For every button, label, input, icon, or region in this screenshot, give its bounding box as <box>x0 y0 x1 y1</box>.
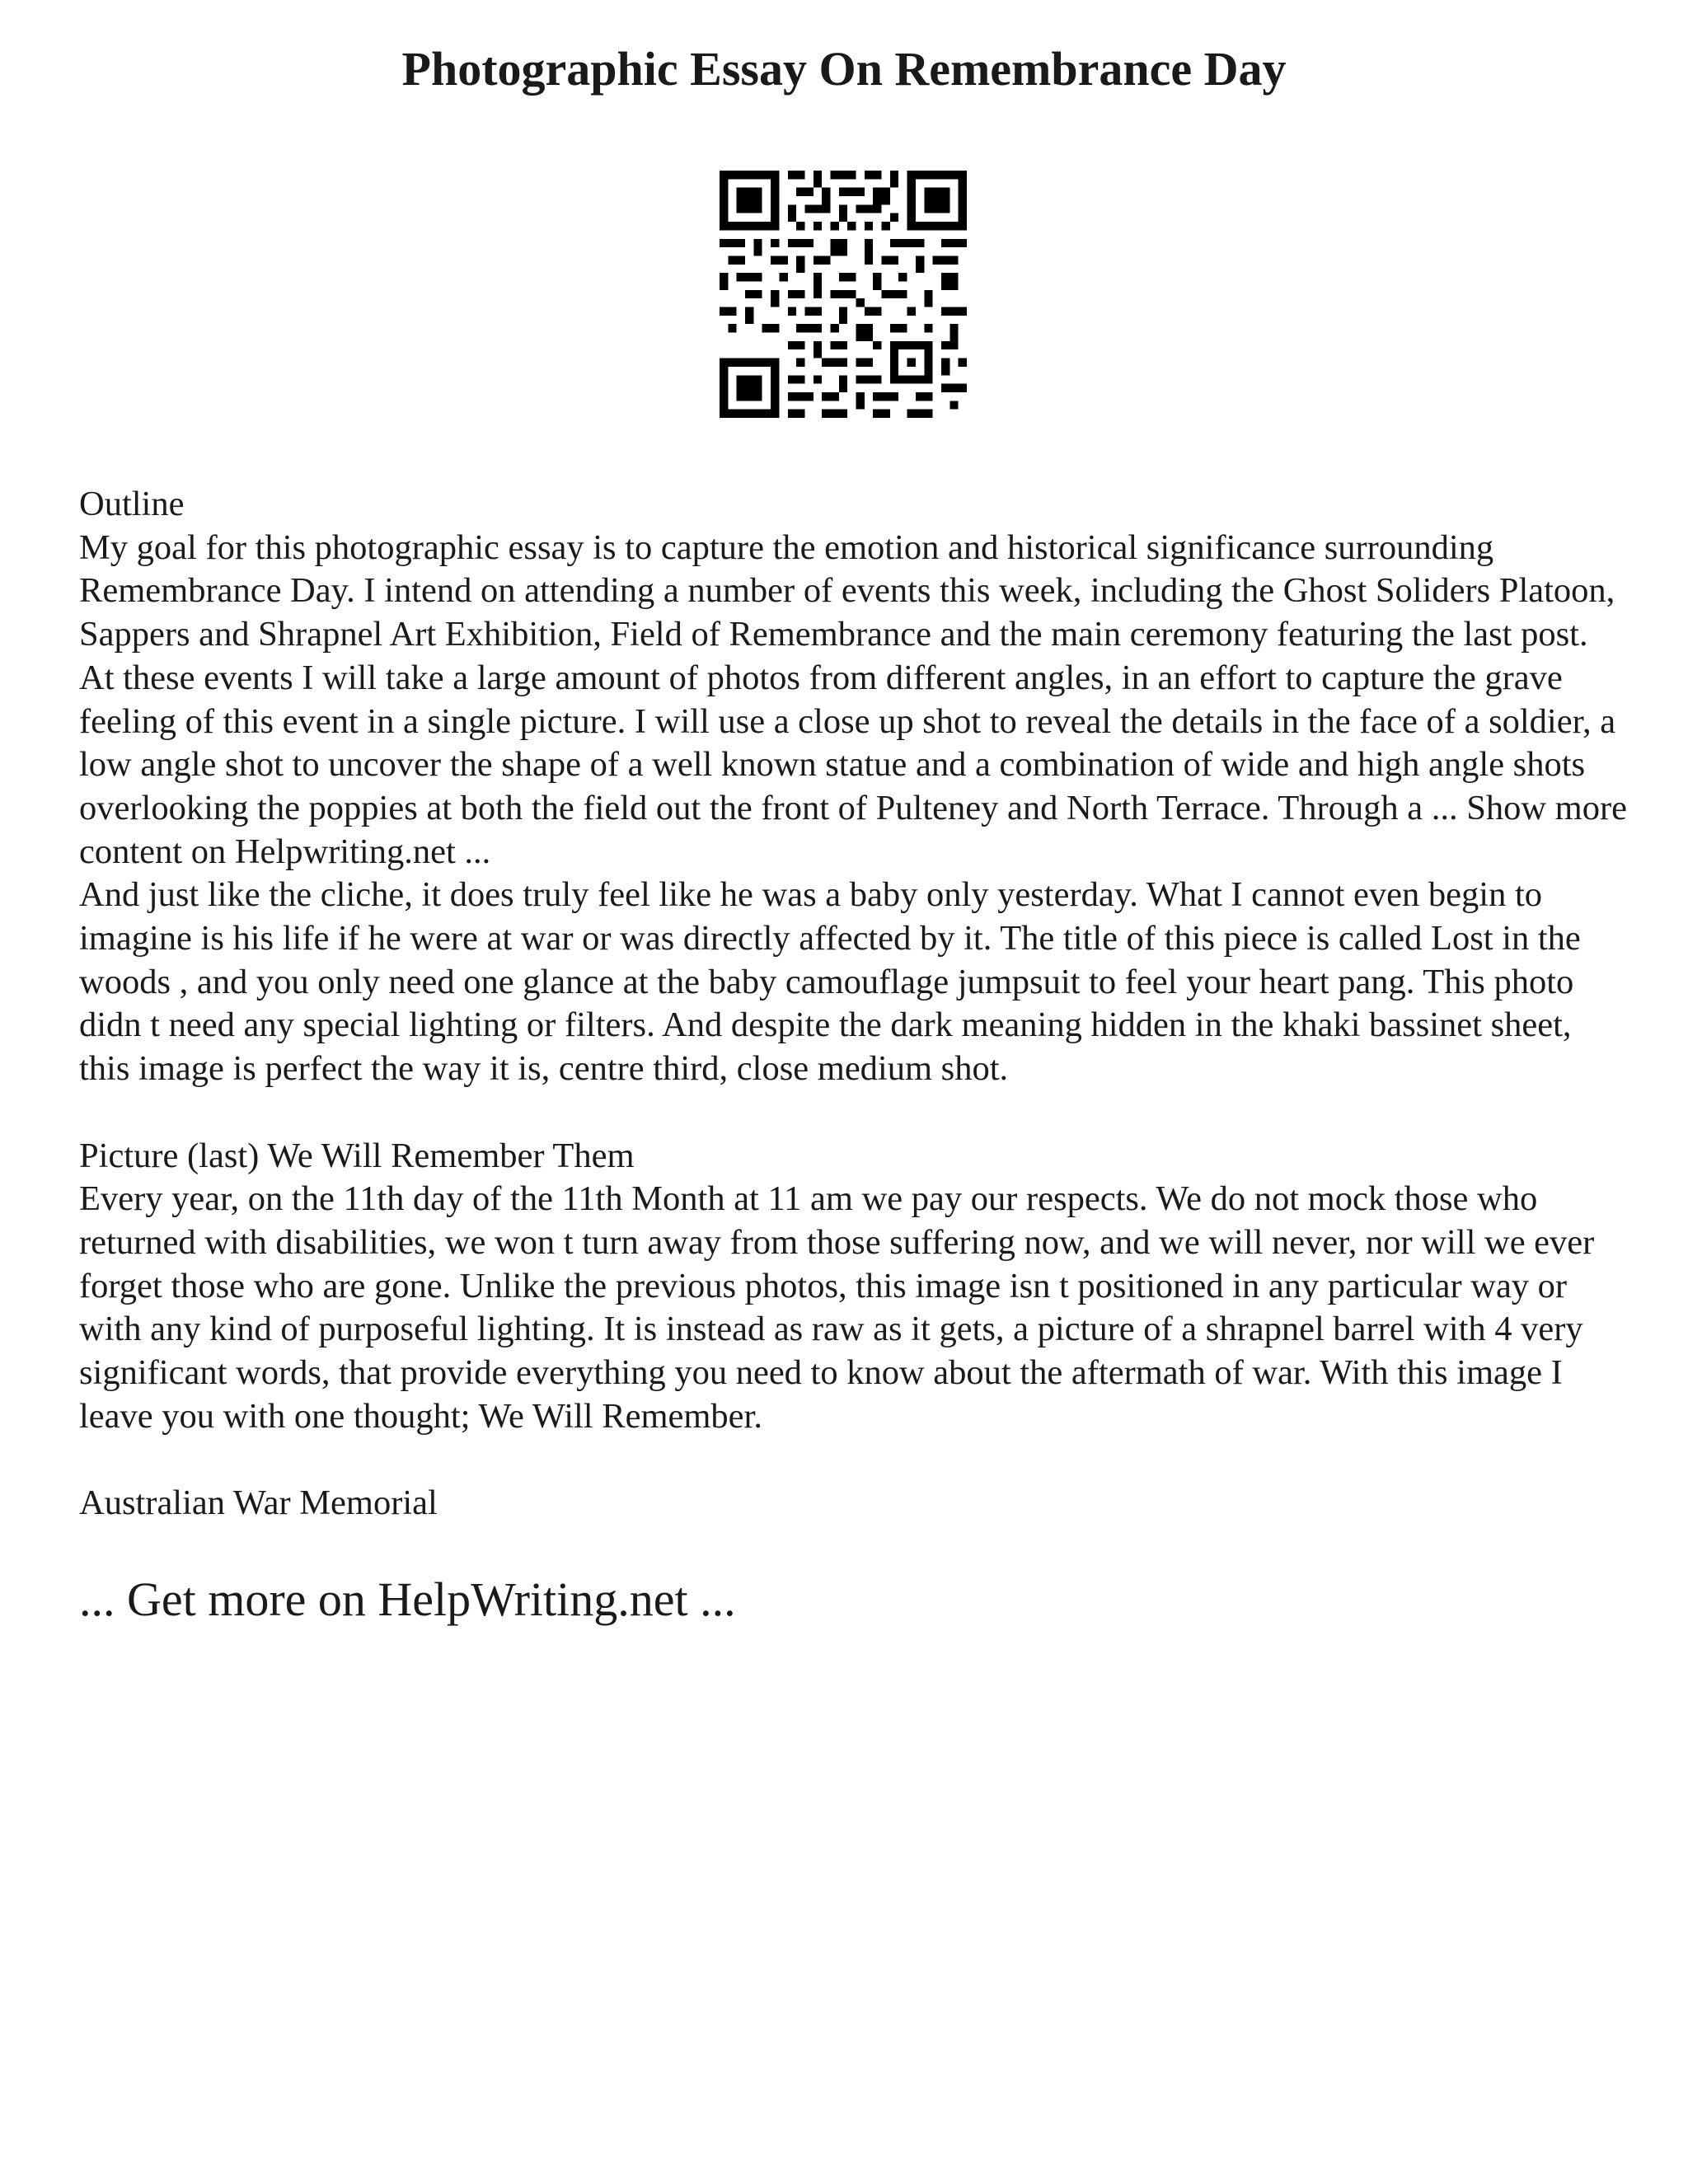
picture-heading: Picture (last) We Will Remember Them <box>79 1136 635 1175</box>
helpwriting-link[interactable]: ... Get more on HelpWriting.net ... <box>79 1572 736 1626</box>
essay-body <box>79 483 1629 1526</box>
memorial-line: Australian War Memorial <box>79 1483 438 1523</box>
page-title: Photographic Essay On Remembrance Day <box>401 42 1287 96</box>
picture-paragraph: Every year, on the 11th day of the 11th Month at 11 am we pay our respects. We do not mock those who returned with disabilities, we won t turn away from those suffering now, and we will never, nor will we ever forget those who are gone. Unlike the previous photos, this image isn t positioned in any particular way or with any kind of purposeful lighting. It is instead as raw as it gets, a picture of a shrapnel barrel with 4 very significant words, that provide everything you need to know about the aftermath of war. With this image I leave you with one thought; We Will Remember. <box>79 1179 1595 1436</box>
qr-code-icon <box>720 171 967 418</box>
outline-heading: Outline <box>79 485 185 523</box>
paragraph-spacer <box>79 1091 1629 1135</box>
outline-paragraph: My goal for this photographic essay is to capture the emotion and historical significance surrounding Remembrance Day. I intend on attending a number of events this week, including the Ghost Soliders Platoon, Sappers and Shrapnel Art Exhibition, Field of Remembrance and the main ceremony featuring the last post. At these events I will take a large amount of photos from different angles, in an effort to capture the grave feeling of this event in a single picture. I will use a close up shot to reveal the details in the face of a soldier, a low angle shot to uncover the shape of a well known statue and a combination of wide and high angle shots overlooking the poppies at both the field out the front of Pulteney and North Terrace. Through a ... Show more content on Helpwriting.net ... <box>79 527 1628 871</box>
qr-code-image <box>720 171 967 418</box>
baby-paragraph: And just like the cliche, it does truly feel like he was a baby only yesterday. What I cannot even begin to imagine is his life if he were at war or was directly affected by it. The title of this piece is called Lost in the woods , and you only need one glance at the baby camouflage jumpsuit to feel your heart pang. This photo didn t need any special lighting or filters. And despite the dark meaning hidden in the khaki bassinet sheet, this image is perfect the way it is, centre third, close medium shot. <box>79 875 1581 1089</box>
paragraph-spacer <box>79 1438 1629 1482</box>
